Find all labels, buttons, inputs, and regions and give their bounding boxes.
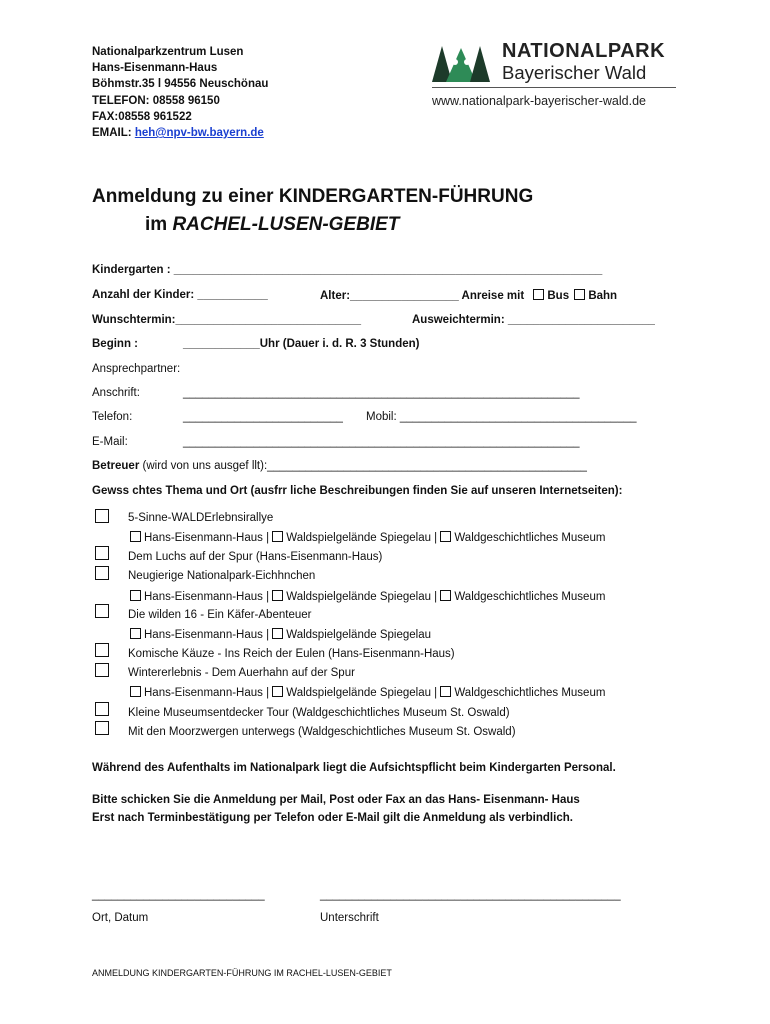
send-note: Bitte schicken Sie die Anmeldung per Mail, Post oder Fax an das Hans- Eisenmann- Haus xyxy=(92,794,580,806)
topic-checkbox[interactable] xyxy=(95,566,109,580)
mobil-field[interactable]: Mobil: _____________________________________ xyxy=(366,411,637,423)
ausweichtermin-field[interactable]: Ausweichtermin: _______________________ xyxy=(412,314,655,326)
telefon-label: Telefon: xyxy=(92,411,133,423)
location-options: Hans-Eisenmann-Haus | Waldspielgelände Spiegelau | Waldgeschichtliches Museum xyxy=(130,590,605,603)
beginn-label: Beginn : xyxy=(92,338,138,350)
bahn-checkbox[interactable] xyxy=(574,289,585,300)
location-options: Hans-Eisenmann-Haus | Waldspielgelände Spiegelau | Waldgeschichtliches Museum xyxy=(130,531,605,544)
topic-label: Kleine Museumsentdecker Tour (Waldgeschichtliches Museum St. Oswald) xyxy=(128,707,510,719)
email-field[interactable]: ______________________________________________________________ xyxy=(183,436,580,448)
topic-label: Die wilden 16 - Ein Käfer-Abenteuer xyxy=(128,609,312,621)
alter-field[interactable]: Alter:_________________ Anreise mit Bus Bahn xyxy=(320,290,618,302)
topic-label: Wintererlebnis - Dem Auerhahn auf der Spur xyxy=(128,667,355,679)
kindergarten-field[interactable]: Kindergarten : ___________________________________________________________________ xyxy=(92,264,603,276)
anzahl-field[interactable]: Anzahl der Kinder: ___________ xyxy=(92,289,268,301)
unterschrift-line[interactable]: _______________________________________________ xyxy=(320,889,621,901)
location-checkbox[interactable] xyxy=(272,628,283,639)
nationalpark-logo xyxy=(430,40,680,120)
bus-checkbox[interactable] xyxy=(533,289,544,300)
logo-url: www.nationalpark-bayerischer-wald.de xyxy=(432,94,646,108)
location-checkbox[interactable] xyxy=(440,686,451,697)
location-checkbox[interactable] xyxy=(272,590,283,601)
tree-owl-icon xyxy=(430,42,492,86)
location-options: Hans-Eisenmann-Haus | Waldspielgelände Spiegelau | Waldgeschichtliches Museum xyxy=(130,686,605,699)
logo-title: NATIONALPARK xyxy=(502,40,666,62)
page-footer: ANMELDUNG KINDERGARTEN-FÜHRUNG IM RACHEL-LUSEN-GEBIET xyxy=(92,968,392,978)
topic-label: Mit den Moorzwergen unterwegs (Waldgeschichtliches Museum St. Oswald) xyxy=(128,726,516,738)
topic-checkbox[interactable] xyxy=(95,663,109,677)
confirm-note: Erst nach Terminbestätigung per Telefon oder E-Mail gilt die Anmeldung als verbindlich. xyxy=(92,812,573,824)
topic-checkbox[interactable] xyxy=(95,721,109,735)
topic-label: Komische Käuze - Ins Reich der Eulen (Hans-Eisenmann-Haus) xyxy=(128,648,455,660)
betreuer-field[interactable]: Betreuer (wird von uns ausgef llt):__________________________________________________ xyxy=(92,460,587,472)
topic-checkbox[interactable] xyxy=(95,509,109,523)
anschrift-label: Anschrift: xyxy=(92,387,140,399)
ort-datum-label: Ort, Datum xyxy=(92,912,149,924)
location-checkbox[interactable] xyxy=(130,531,141,542)
address-line: Böhmstr.35 l 94556 Neuschönau xyxy=(92,78,269,91)
email-label: E-Mail: xyxy=(92,436,128,448)
location-checkbox[interactable] xyxy=(130,628,141,639)
address-line: TELEFON: 08558 96150 xyxy=(92,94,220,107)
topic-checkbox[interactable] xyxy=(95,643,109,657)
telefon-field[interactable]: _________________________ xyxy=(183,411,343,423)
topic-label: Neugierige Nationalpark-Eichhnchen xyxy=(128,570,316,582)
location-checkbox[interactable] xyxy=(272,531,283,542)
address-line: Hans-Eisenmann-Haus xyxy=(92,62,218,75)
location-checkbox[interactable] xyxy=(440,590,451,601)
location-checkbox[interactable] xyxy=(130,686,141,697)
thema-heading: Gewss chtes Thema und Ort (ausfrr liche Beschreibungen finden Sie auf unseren Internetseiten): xyxy=(92,485,623,497)
ansprechpartner-label: Ansprechpartner: xyxy=(92,363,181,375)
email-link[interactable]: heh@npv-bw.bayern.de xyxy=(134,127,264,140)
address-line: Nationalparkzentrum Lusen xyxy=(92,46,244,58)
location-checkbox[interactable] xyxy=(130,590,141,601)
location-options: Hans-Eisenmann-Haus | Waldspielgelände Spiegelau xyxy=(130,628,431,641)
email-line: EMAIL: heh@npv-bw.bayern.de xyxy=(92,127,264,140)
ort-datum-line[interactable]: ___________________________ xyxy=(92,889,265,901)
divider xyxy=(432,87,676,88)
topic-checkbox[interactable] xyxy=(95,546,109,560)
address-line: FAX:08558 961522 xyxy=(92,110,192,123)
logo-subtitle: Bayerischer Wald xyxy=(502,62,647,83)
page-title: Anmeldung zu einer KINDERGARTEN-FÜHRUNG xyxy=(92,186,534,207)
topic-label: Dem Luchs auf der Spur (Hans-Eisenmann-Haus) xyxy=(128,551,383,563)
beginn-field[interactable]: ____________Uhr (Dauer i. d. R. 3 Stunden) xyxy=(183,338,420,350)
unterschrift-label: Unterschrift xyxy=(320,912,379,924)
address-block xyxy=(92,44,268,141)
topic-checkbox[interactable] xyxy=(95,702,109,716)
topic-checkbox[interactable] xyxy=(95,604,109,618)
location-checkbox[interactable] xyxy=(440,531,451,542)
topic-label: 5-Sinne-WALDErlebnsirallye xyxy=(128,512,274,524)
location-checkbox[interactable] xyxy=(272,686,283,697)
page-subtitle: im RACHEL-LUSEN-GEBIET xyxy=(145,214,400,235)
aufsicht-note: Während des Aufenthalts im Nationalpark liegt die Aufsichtspflicht beim Kindergarten Personal. xyxy=(92,762,616,774)
wunschtermin-field[interactable]: Wunschtermin:_____________________________ xyxy=(92,314,361,326)
anschrift-field[interactable]: ______________________________________________________________ xyxy=(183,387,580,399)
